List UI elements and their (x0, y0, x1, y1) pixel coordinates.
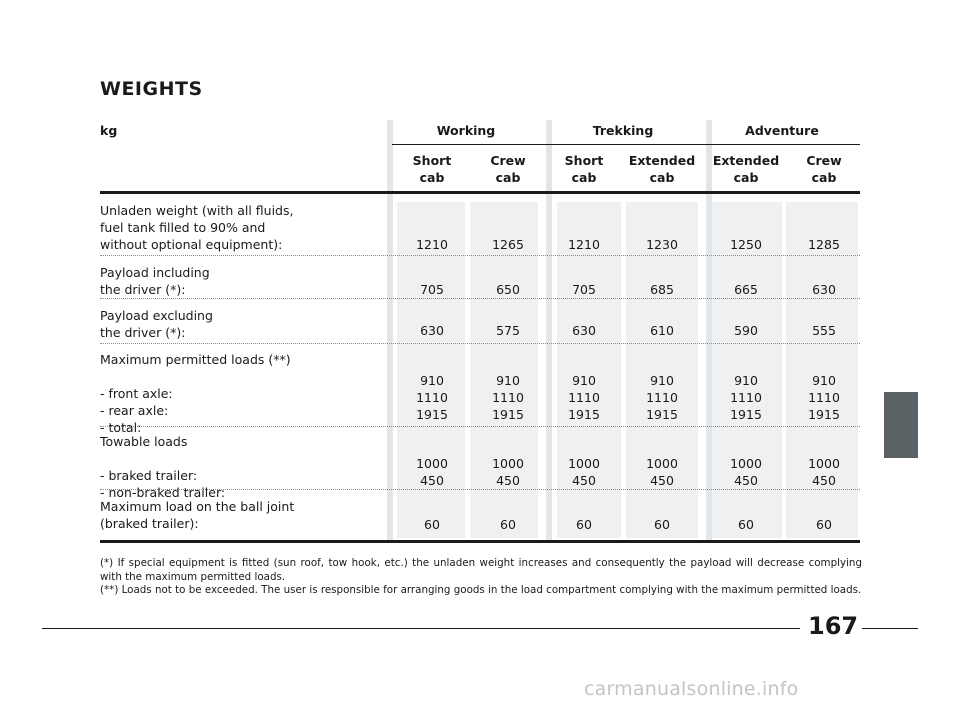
table-cell: 1110 (416, 390, 448, 405)
table-cell: 450 (572, 473, 596, 488)
row-label: - braked trailer: (100, 468, 198, 483)
table-cell: 60 (576, 517, 592, 532)
page-rule-right (862, 628, 918, 629)
table-cell: 910 (420, 373, 444, 388)
table-cell: 910 (812, 373, 836, 388)
table-cell: 1915 (808, 407, 840, 422)
unit-label: kg (100, 123, 118, 138)
table-cell: 60 (500, 517, 516, 532)
column-header: Crew (806, 153, 842, 168)
column-header: cab (495, 170, 521, 185)
table-cell: 910 (496, 373, 520, 388)
table-cell: 1915 (730, 407, 762, 422)
table-cell: 555 (812, 323, 836, 338)
table-cell: 1915 (492, 407, 524, 422)
table-cell: 610 (650, 323, 674, 338)
column-header: Extended (628, 153, 696, 168)
chapter-tab (884, 392, 918, 458)
group-header-rule (392, 144, 860, 145)
header-rule (100, 191, 860, 194)
table-cell: 630 (420, 323, 444, 338)
column-header: cab (733, 170, 759, 185)
column-header: cab (811, 170, 837, 185)
table-cell: 1110 (492, 390, 524, 405)
table-cell: 910 (650, 373, 674, 388)
table-cell: 450 (734, 473, 758, 488)
column-header: Crew (490, 153, 526, 168)
table-cell: 1210 (568, 237, 600, 252)
row-label: - front axle: (100, 386, 173, 401)
table-cell: 60 (424, 517, 440, 532)
row-label: the driver (*): (100, 282, 186, 297)
row-label: Unladen weight (with all fluids, (100, 203, 294, 218)
table-cell: 1110 (730, 390, 762, 405)
table-cell: 705 (420, 282, 444, 297)
row-label: fuel tank filled to 90% and (100, 220, 266, 235)
table-cell: 60 (738, 517, 754, 532)
row-divider (100, 426, 860, 427)
row-label: - rear axle: (100, 403, 169, 418)
row-label: Maximum load on the ball joint (100, 499, 295, 514)
footnote-2: (**) Loads not to be exceeded. The user is responsible for arranging goods in the load compartment complying with the maximum permitted loads. (100, 584, 862, 596)
row-label: without optional equipment): (100, 237, 283, 252)
column-header: cab (571, 170, 597, 185)
row-label: (braked trailer): (100, 516, 199, 531)
table-cell: 590 (734, 323, 758, 338)
table-cell: 1000 (808, 456, 840, 471)
watermark: carmanualsonline.info (584, 678, 799, 700)
table-cell: 575 (496, 323, 520, 338)
row-divider (100, 343, 860, 344)
table-cell: 1210 (416, 237, 448, 252)
table-cell: 1000 (568, 456, 600, 471)
table-cell: 1000 (730, 456, 762, 471)
column-header: Short (564, 153, 604, 168)
table-cell: 1000 (646, 456, 678, 471)
row-label: - total: (100, 420, 142, 435)
table-cell: 630 (572, 323, 596, 338)
table-cell: 650 (496, 282, 520, 297)
table-cell: 1000 (492, 456, 524, 471)
table-cell: 685 (650, 282, 674, 297)
row-divider (100, 298, 860, 299)
table-cell: 1110 (808, 390, 840, 405)
table-cell: 450 (812, 473, 836, 488)
table-cell: 910 (572, 373, 596, 388)
row-label: - non-braked trailer: (100, 485, 226, 500)
column-header: Short (412, 153, 452, 168)
group-header: Adventure (745, 123, 819, 138)
footnote-1: (*) If special equipment is fitted (sun roof, tow hook, etc.) the unladen weight increases and consequently the payload will decrease complying with the maximum permitted loads. (100, 557, 862, 583)
table-cell: 665 (734, 282, 758, 297)
row-label: Payload excluding (100, 308, 213, 323)
table-cell: 1285 (808, 237, 840, 252)
table-cell: 1000 (416, 456, 448, 471)
row-label: Maximum permitted loads (**) (100, 352, 291, 367)
row-label: Towable loads (100, 434, 188, 449)
table-cell: 910 (734, 373, 758, 388)
page-title: WEIGHTS (100, 78, 203, 100)
table-cell: 1110 (568, 390, 600, 405)
table-cell: 450 (420, 473, 444, 488)
group-header: Working (436, 123, 496, 138)
table-cell: 1915 (646, 407, 678, 422)
table-bottom-rule (100, 540, 860, 543)
row-divider (100, 255, 860, 256)
table-cell: 705 (572, 282, 596, 297)
table-cell: 60 (654, 517, 670, 532)
row-label: the driver (*): (100, 325, 186, 340)
column-header: cab (419, 170, 445, 185)
table-cell: 1915 (416, 407, 448, 422)
group-header: Trekking (592, 123, 654, 138)
table-cell: 1265 (492, 237, 524, 252)
table-cell: 1915 (568, 407, 600, 422)
table-cell: 60 (816, 517, 832, 532)
column-header: cab (649, 170, 675, 185)
table-cell: 450 (496, 473, 520, 488)
table-cell: 450 (650, 473, 674, 488)
column-header: Extended (712, 153, 780, 168)
page-number: 167 (808, 612, 859, 640)
page-rule-left (42, 628, 800, 629)
table-cell: 1110 (646, 390, 678, 405)
table-cell: 1250 (730, 237, 762, 252)
row-label: Payload including (100, 265, 210, 280)
table-cell: 1230 (646, 237, 678, 252)
table-cell: 630 (812, 282, 836, 297)
